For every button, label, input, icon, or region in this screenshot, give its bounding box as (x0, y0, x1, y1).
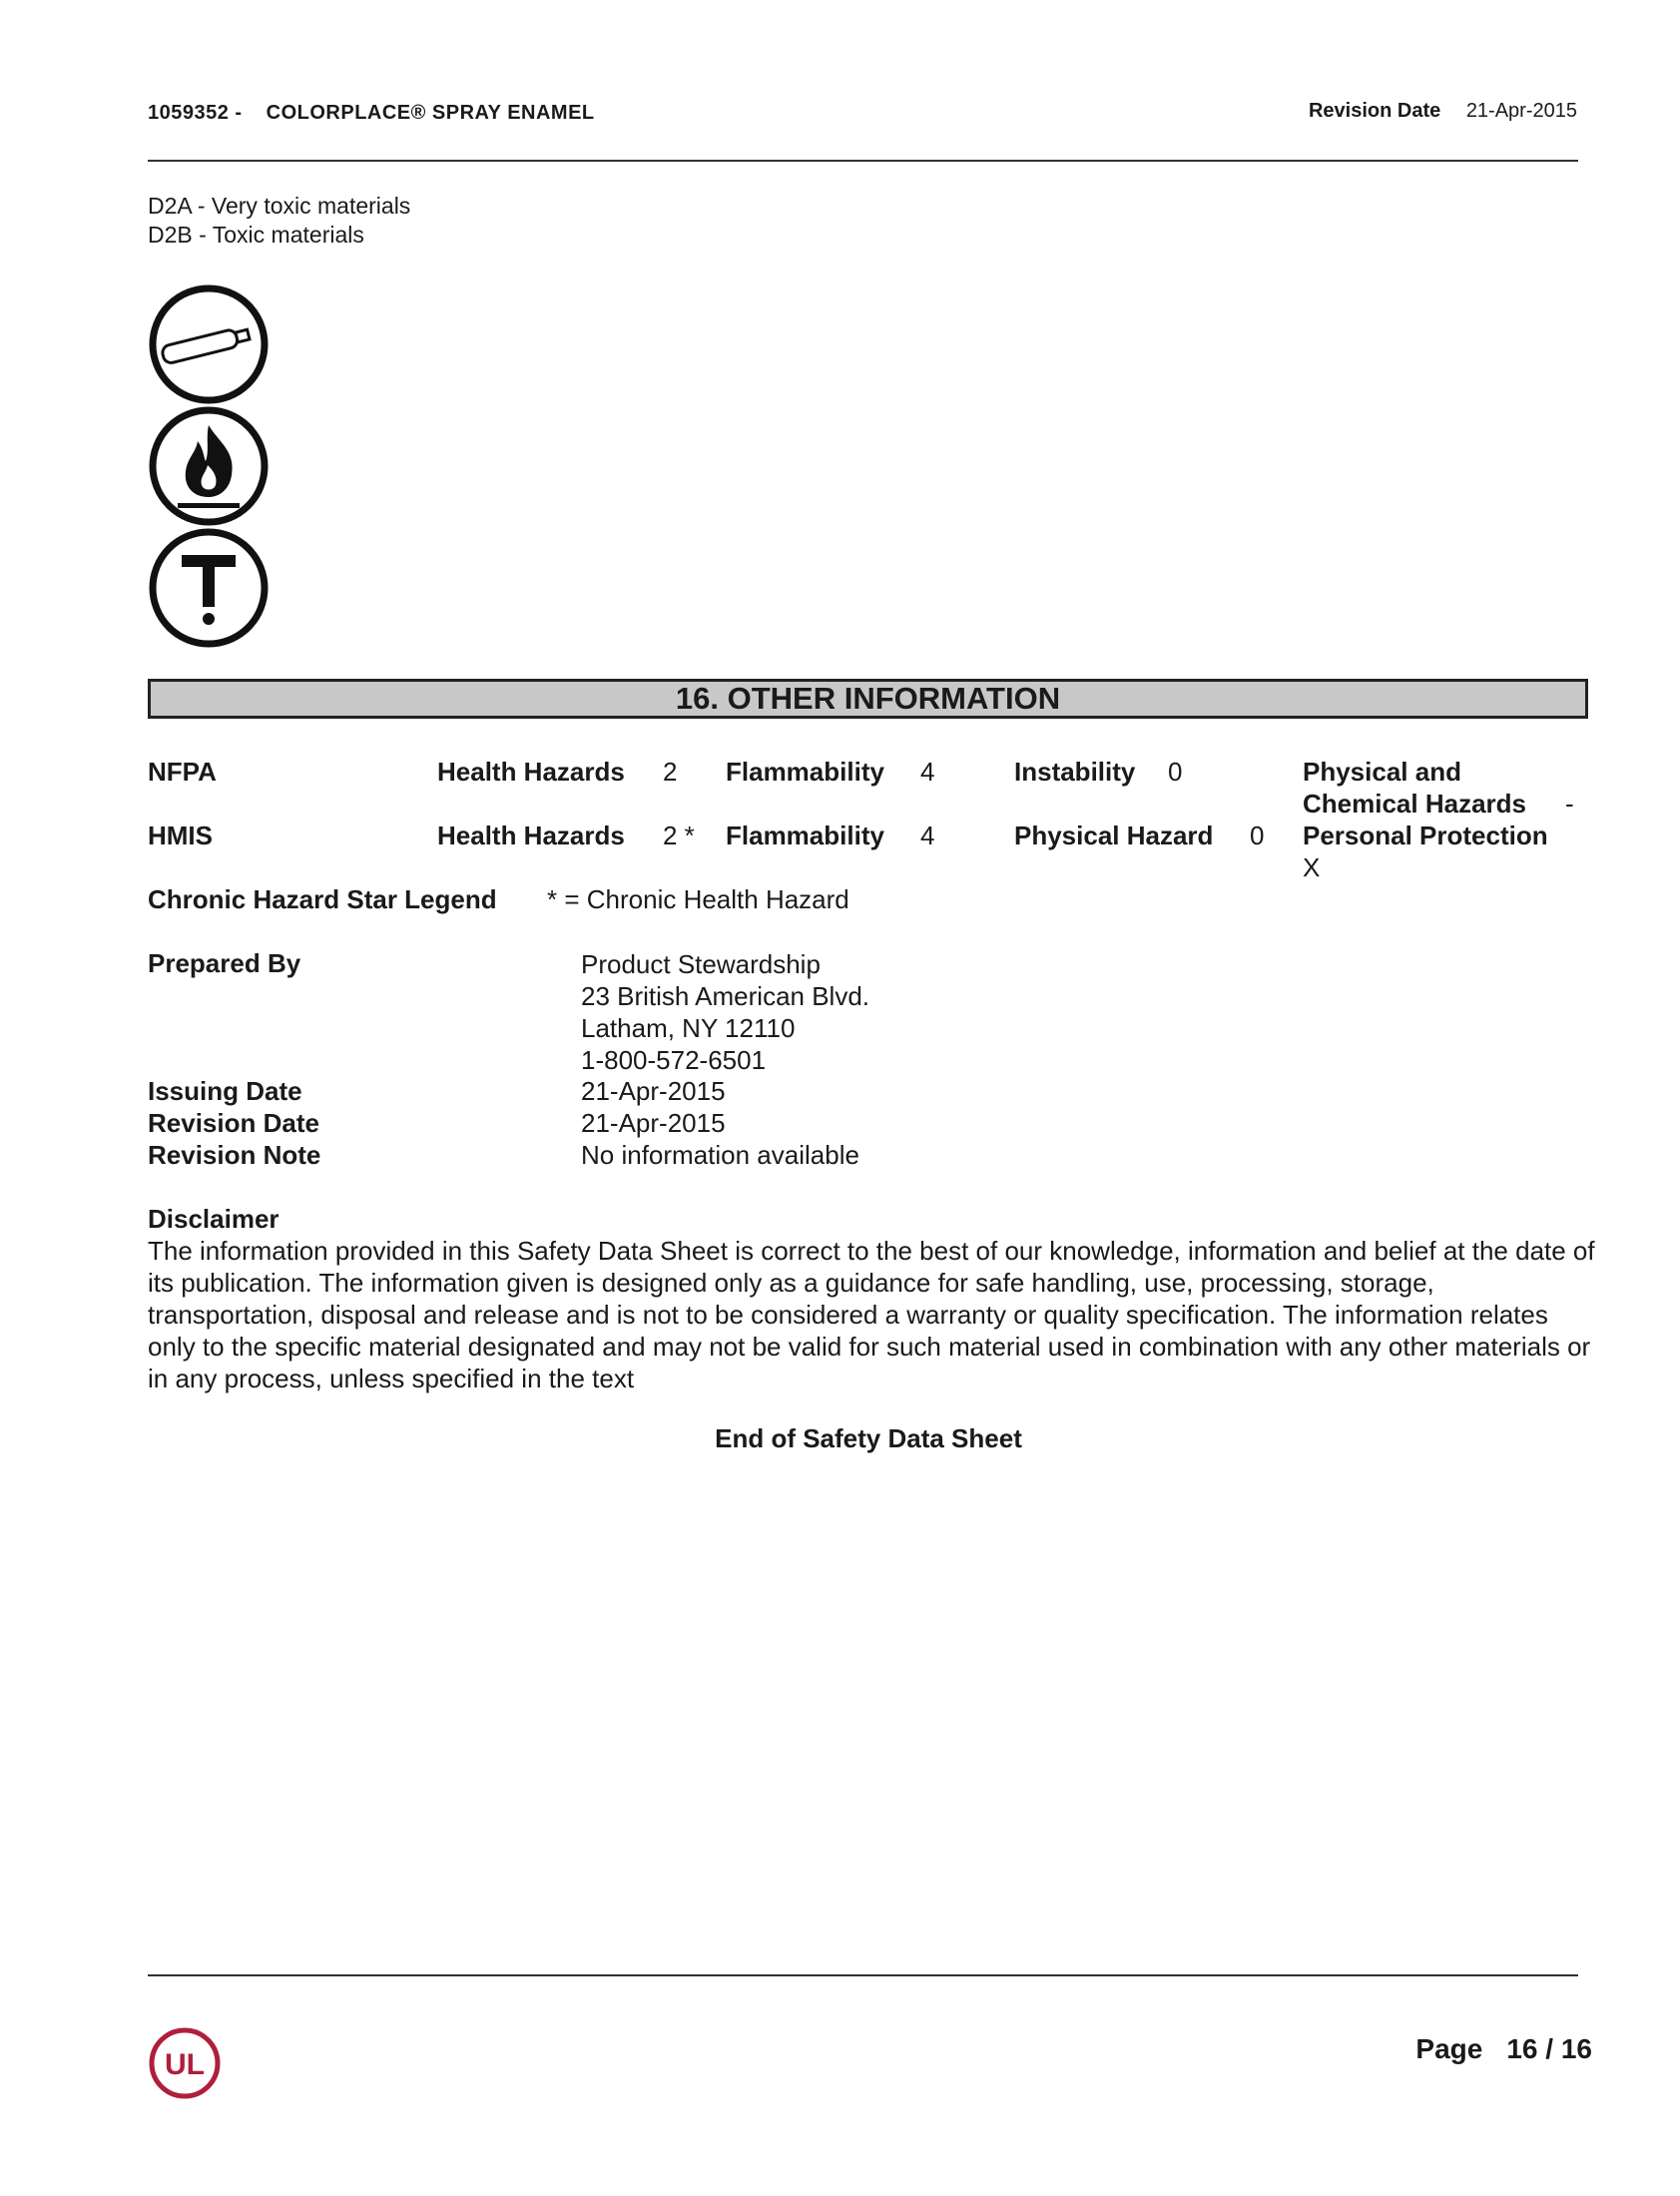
issuing-date-value: 21-Apr-2015 (581, 1076, 726, 1106)
legend-value: * = Chronic Health Hazard (547, 884, 849, 914)
hmis-ppe-label: Personal Protection (1303, 821, 1548, 850)
end-of-sheet: End of Safety Data Sheet (715, 1423, 1022, 1453)
nfpa-physchem-label-2: Chemical Hazards (1303, 789, 1526, 819)
hmis-physical-label: Physical Hazard (1014, 821, 1214, 850)
product-number: 1059352 - (148, 102, 243, 124)
ul-logo (148, 2026, 222, 2100)
flammable-icon (148, 405, 270, 527)
hmis-ppe-value: X (1303, 852, 1321, 882)
page-label: Page (1415, 2033, 1483, 2064)
nfpa-flammability-label: Flammability (726, 757, 884, 787)
nfpa-instability-label: Instability (1014, 757, 1136, 787)
revision-date-value: 21-Apr-2015 (581, 1108, 726, 1138)
hmis-health-value: 2 * (663, 821, 695, 850)
address-line: Product Stewardship (581, 949, 821, 979)
ul-logo-text: UL (165, 2048, 205, 2081)
nfpa-physchem-value: - (1565, 789, 1574, 819)
nfpa-flammability-value: 4 (920, 757, 935, 787)
address-line: 23 British American Blvd. (581, 981, 870, 1011)
disclaimer-text: The information provided in this Safety Data Sheet is correct to the best of our knowledge, information and belief at the date of its publication. The information given is designed only as a guidance for safe handling, use, processing, storage, transportation, disposal and release and is not to be considered a warranty or quality specification. The information relates only to the specific material designated and may not be valid for such material used in combination with any other materials or in any process, unless specified in the text (148, 1236, 1595, 1393)
nfpa-instability-value: 0 (1168, 757, 1183, 787)
toxic-icon (148, 527, 270, 649)
nfpa-health-value: 2 (663, 757, 678, 787)
hmis-health-label: Health Hazards (437, 821, 625, 850)
whmis-code: D2B - Toxic materials (148, 222, 364, 248)
hmis-physical-value: 0 (1250, 821, 1265, 850)
revision-label: Revision Date (1308, 100, 1441, 122)
revision-note-value: No information available (581, 1140, 859, 1170)
issuing-date-label: Issuing Date (148, 1076, 302, 1106)
section-title: 16. OTHER INFORMATION (148, 679, 1588, 719)
nfpa-health-label: Health Hazards (437, 757, 625, 787)
header-revision (1309, 100, 1577, 123)
address-line: 1-800-572-6501 (581, 1045, 767, 1075)
gas-cylinder-icon (148, 283, 270, 405)
hmis-flammability-value: 4 (920, 821, 935, 850)
nfpa-label: NFPA (148, 757, 217, 787)
page-value: 16 / 16 (1506, 2033, 1592, 2064)
disclaimer (148, 1203, 1595, 1394)
nfpa-physchem-label-1: Physical and (1303, 757, 1461, 787)
header-divider (148, 160, 1578, 162)
revision-date-label: Revision Date (148, 1108, 319, 1138)
whmis-code: D2A - Very toxic materials (148, 193, 411, 219)
prepared-by-label: Prepared By (148, 948, 301, 978)
revision-note-label: Revision Note (148, 1140, 321, 1170)
disclaimer-title: Disclaimer (148, 1204, 280, 1234)
hmis-flammability-label: Flammability (726, 821, 884, 850)
legend-label: Chronic Hazard Star Legend (148, 884, 497, 914)
product-name: COLORPLACE® SPRAY ENAMEL (266, 102, 595, 124)
prepared-by-address (581, 948, 869, 1076)
address-line: Latham, NY 12110 (581, 1013, 796, 1043)
whmis-codes (148, 192, 410, 250)
header-product (148, 102, 613, 125)
hmis-label: HMIS (148, 821, 213, 850)
revision-date: 21-Apr-2015 (1465, 100, 1577, 122)
page-number (1415, 2033, 1592, 2065)
footer-divider (148, 1974, 1578, 1976)
